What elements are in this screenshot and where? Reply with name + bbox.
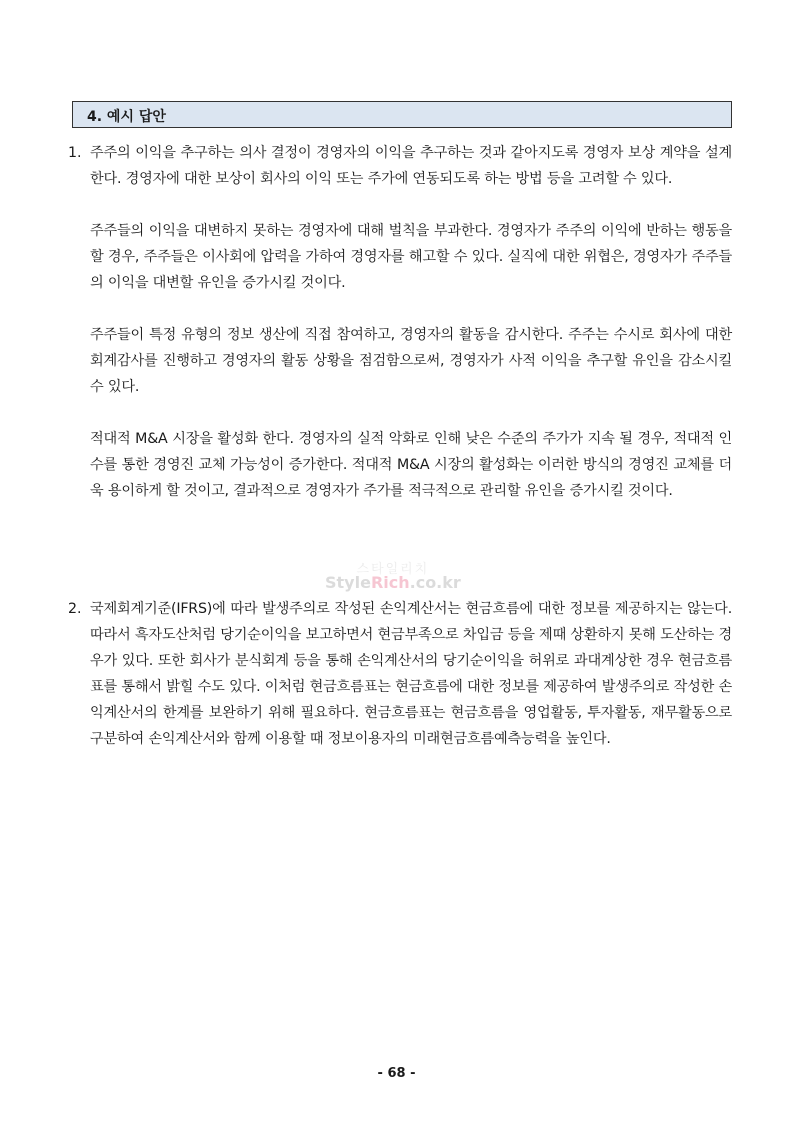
page-number: - 68 - [377,1066,416,1081]
section-header [72,101,732,128]
item-number: 1. [68,145,82,161]
paragraph: 주주들이 특정 유형의 정보 생산에 직접 참여하고, 경영자의 활동을 감시한다. 주주는 수시로 회사에 대한 회계감사를 진행하고 경영자의 활동 상황을 점검함으로써, 경영자가 사적 이익을 추구할 유인을 감소시킬 수 있다. [90,327,732,395]
paragraph: 주주들의 이익을 대변하지 못하는 경영자에 대해 벌칙을 부과한다. 경영자가 주주의 이익에 반하는 행동을 할 경우, 주주들은 이사회에 압력을 가하여 경영자를 해고할 수 있다. 실직에 대한 위협은, 경영자가 주주들의 이익을 대변할 유인을 증가시킬 것이다. [90,223,732,291]
section-title: 4. 예시 답안 [87,109,166,125]
watermark-text: 스타일리치 [356,562,430,577]
paragraph: 주주의 이익을 추구하는 의사 결정이 경영자의 이익을 추구하는 것과 같아지도록 경영자 보상 계약을 설계한다. 경영자에 대한 보상이 회사의 이익 또는 주가에 연동되도록 하는 방법 등을 고려할 수 있다. [90,145,732,187]
watermark-brand: StyleRich.co.kr [325,573,461,592]
item-number: 2. [68,601,82,617]
paragraph: 적대적 M&A 시장을 활성화 한다. 경영자의 실적 악화로 인해 낮은 수준의 주가가 지속 될 경우, 적대적 인수를 통한 경영진 교체 가능성이 증가한다. 적대적 M&A 시장의 활성화는 이러한 방식의 경영진 교체를 더욱 용이하게 할 것이고, 결과적으로 경영자가 주가를 적극적으로 관리할 유인을 증가시킬 것이다. [90,431,732,499]
paragraph: 국제회계기준(IFRS)에 따라 발생주의로 작성된 손익계산서는 현금흐름에 대한 정보를 제공하지는 않는다. 따라서 흑자도산처럼 당기순이익을 보고하면서 현금부족으로 차입금 등을 제때 상환하지 못해 도산하는 경우가 있다. 또한 회사가 분식회계 등을 통해 손익계산서의 당기순이익을 허위로 과대계상한 경우 현금흐름표를 통해서 밝힐 수도 있다. 이처럼 현금흐름표는 현금흐름에 대한 정보를 제공하여 발생주의로 작성한 손익계산서의 한계를 보완하기 위해 필요하다. 현금흐름표는 현금흐름을 영업활동, 투자활동, 재무활동으로 구분하여 손익계산서와 함께 이용할 때 정보이용자의 미래현금흐름예측능력을 높인다. [90,601,732,747]
watermark-logo [325,558,461,592]
answer-item-1 [68,140,732,504]
answer-item-2 [68,596,732,752]
